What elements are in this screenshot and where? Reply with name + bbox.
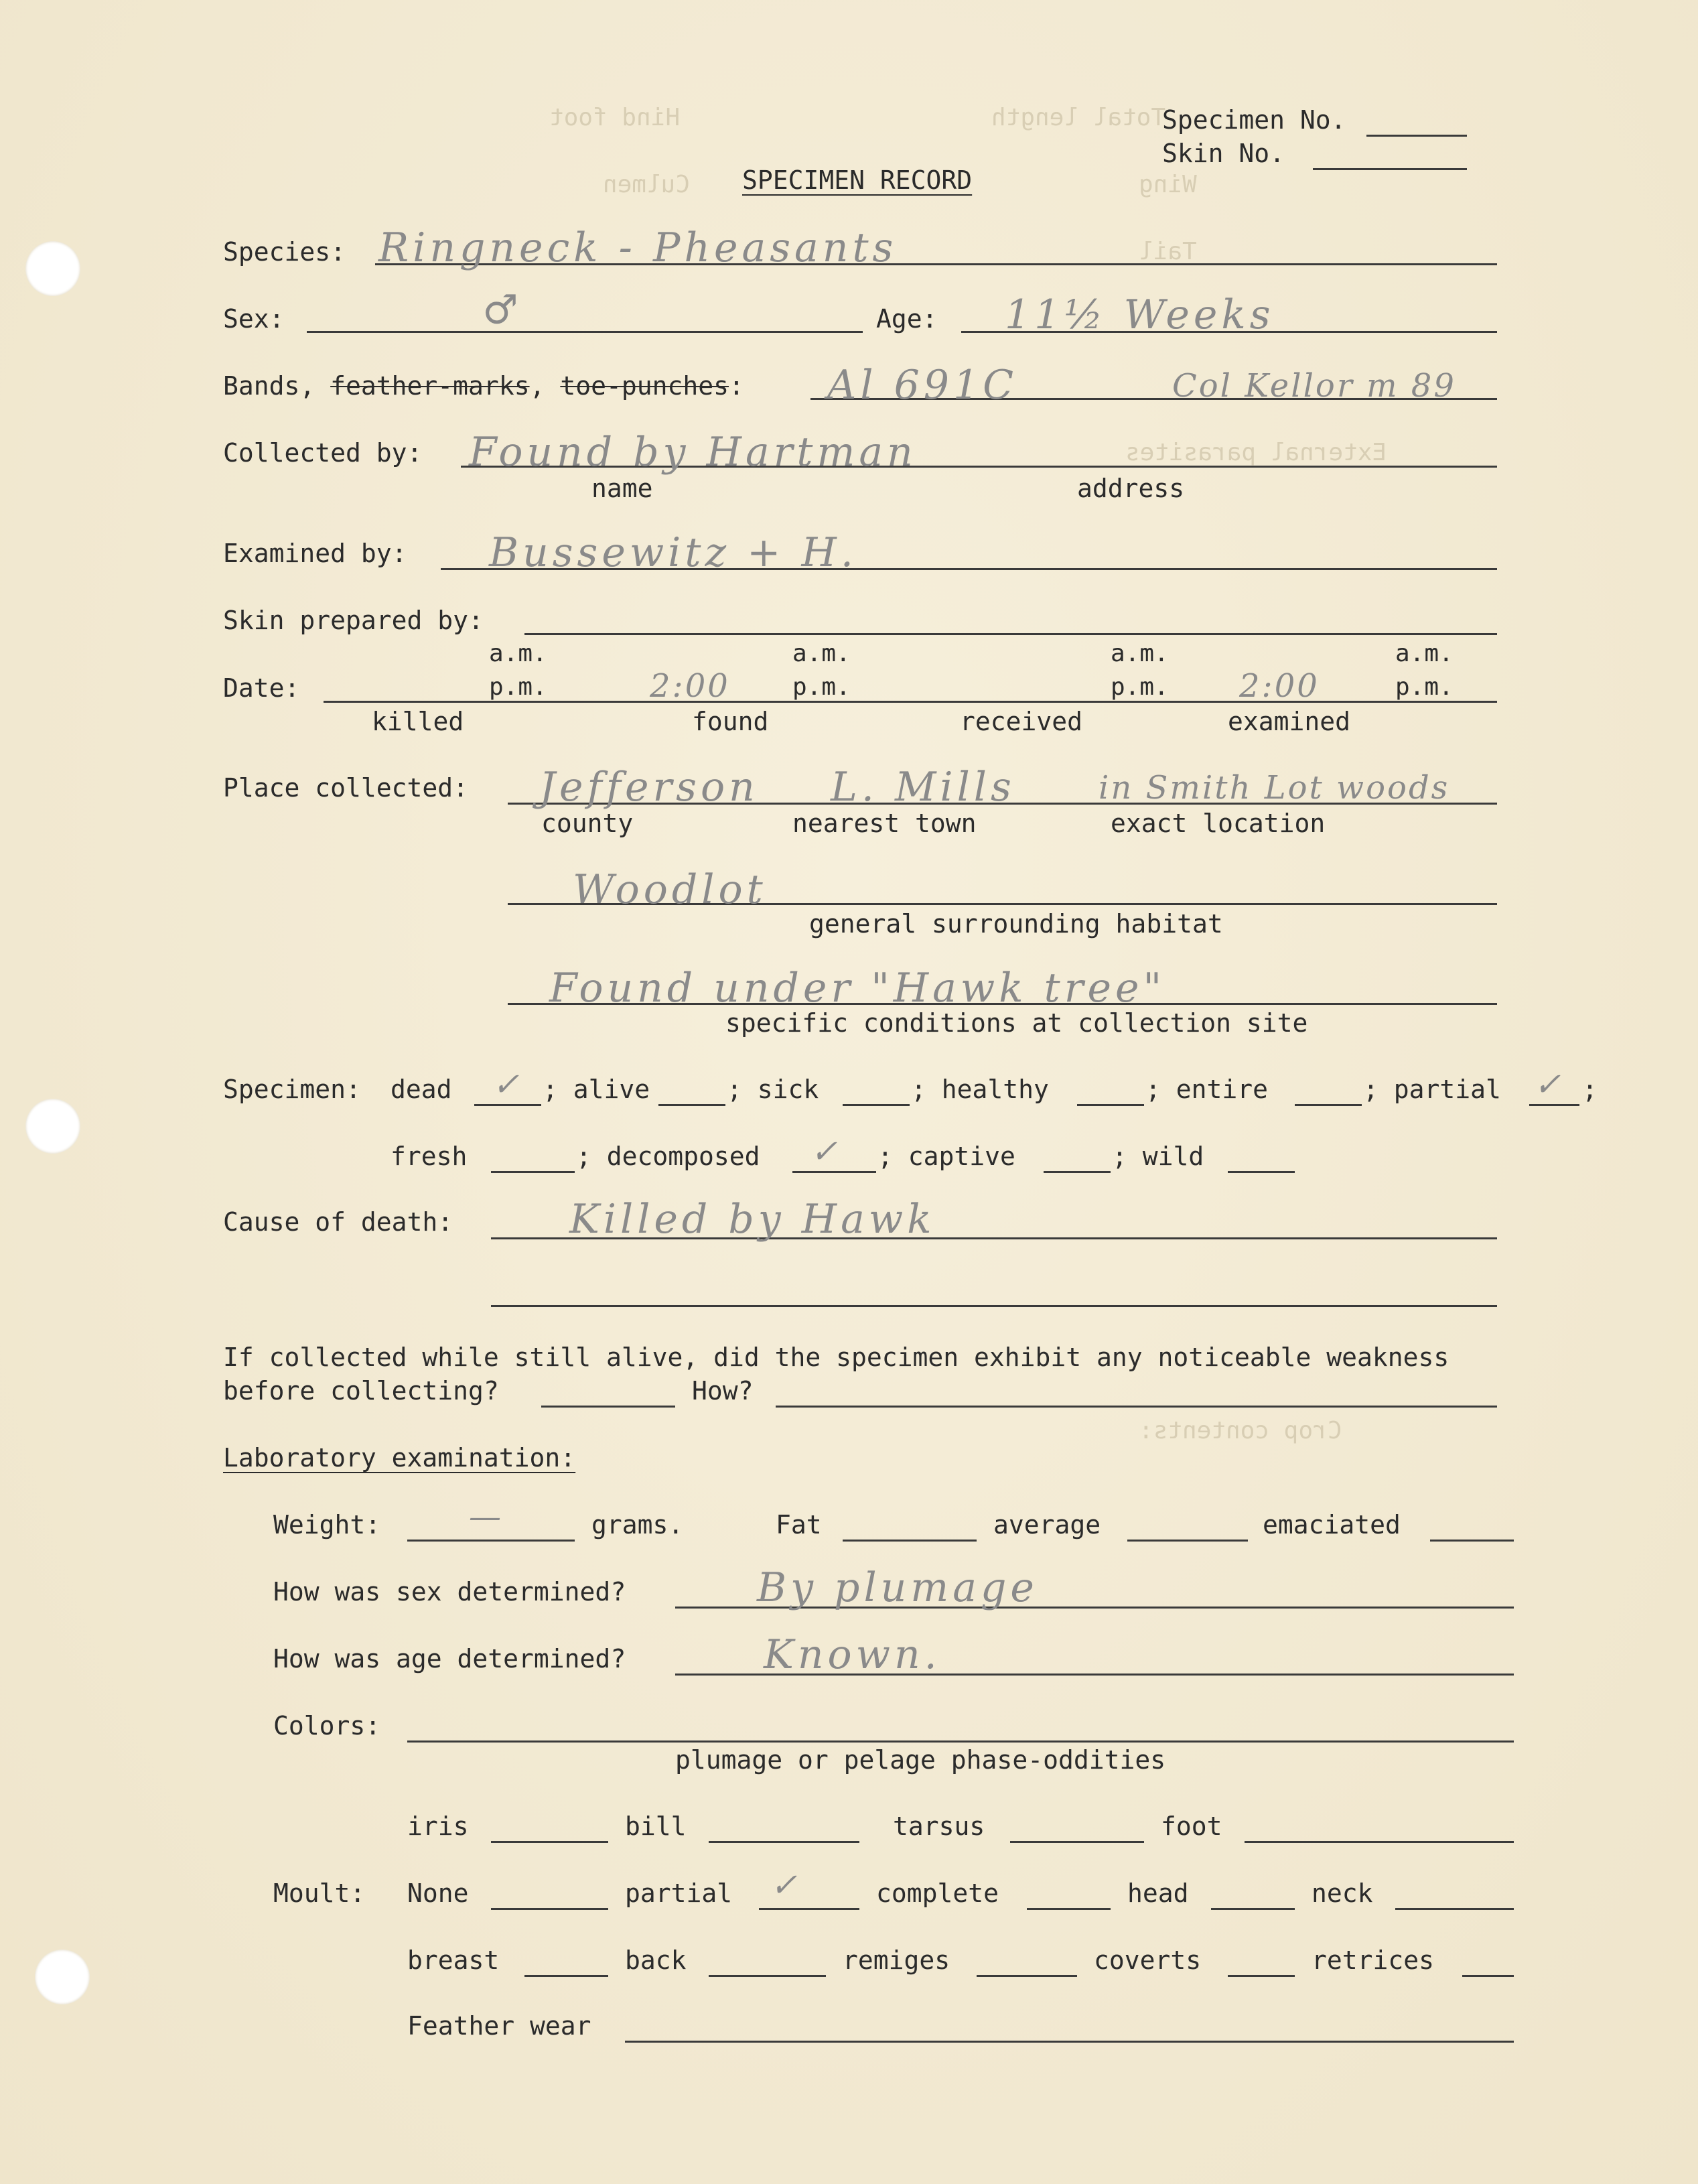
moult-neck-label: neck <box>1312 1879 1373 1908</box>
bleed-through-text: Tail <box>1139 238 1197 265</box>
bill-label: bill <box>625 1812 687 1841</box>
bleed-through-text: Wing <box>1139 171 1197 198</box>
species-value: Ringneck - Pheasants <box>378 224 898 271</box>
conditions-value: Found under "Hawk tree" <box>549 965 1166 1012</box>
found-caption: found <box>692 707 769 736</box>
found-time: 2:00 <box>650 667 730 705</box>
weakness-field[interactable] <box>541 1406 675 1408</box>
wild-field[interactable] <box>1228 1171 1295 1173</box>
found-pm: p.m. <box>792 673 851 701</box>
location-value: in Smith Lot woods <box>1099 769 1450 807</box>
moult-retrices-field[interactable] <box>1462 1975 1514 1977</box>
place-collected-label: Place collected: <box>223 773 469 803</box>
specimen-no-field[interactable] <box>1366 135 1467 137</box>
habitat-caption: general surrounding habitat <box>809 909 1223 939</box>
how-field[interactable] <box>776 1406 1497 1408</box>
sex-value: ♂ <box>482 287 522 334</box>
iris-label: iris <box>407 1812 469 1841</box>
foot-field[interactable] <box>1245 1841 1514 1843</box>
weight-label: Weight: <box>273 1510 381 1540</box>
decomposed-label: ; decomposed <box>576 1142 760 1171</box>
colors-caption: plumage or pelage phase-oddities <box>675 1745 1166 1775</box>
partial-label: ; partial <box>1363 1075 1501 1104</box>
emaciated-field[interactable] <box>1430 1540 1514 1542</box>
moult-back-field[interactable] <box>709 1975 826 1977</box>
bleed-through-text: Culmen <box>603 171 691 198</box>
entire-field[interactable] <box>1295 1104 1362 1106</box>
age-determined-value: Known. <box>764 1631 941 1678</box>
average-label: average <box>993 1510 1101 1540</box>
sick-field[interactable] <box>843 1104 910 1106</box>
moult-head-label: head <box>1127 1879 1189 1908</box>
bill-field[interactable] <box>709 1841 859 1843</box>
moult-complete-label: complete <box>876 1879 999 1908</box>
entire-label: ; entire <box>1145 1075 1269 1104</box>
semicolon: ; <box>1582 1075 1598 1104</box>
punch-hole <box>25 241 80 296</box>
found-am: a.m. <box>792 640 851 667</box>
collected-by-value: Found by Hartman <box>469 429 917 476</box>
foot-label: foot <box>1161 1812 1222 1841</box>
received-caption: received <box>960 707 1083 736</box>
average-field[interactable] <box>1127 1540 1248 1542</box>
healthy-label: ; healthy <box>911 1075 1049 1104</box>
fresh-field[interactable] <box>491 1171 575 1173</box>
punch-hole <box>25 1099 80 1154</box>
county-value: Jefferson <box>539 764 759 811</box>
received-pm: p.m. <box>1111 673 1169 701</box>
moult-remiges-label: remiges <box>843 1946 950 1975</box>
feather-wear-field[interactable] <box>625 2041 1514 2043</box>
page-title: SPECIMEN RECORD <box>742 165 973 195</box>
town-value: L. Mills <box>831 764 1015 811</box>
date-label: Date: <box>223 673 300 703</box>
dead-label: dead <box>391 1075 452 1104</box>
received-am: a.m. <box>1111 640 1169 667</box>
address-caption: address <box>1077 474 1185 503</box>
partial-field[interactable] <box>1529 1104 1579 1106</box>
tarsus-field[interactable] <box>1010 1841 1144 1843</box>
weight-field[interactable] <box>407 1540 575 1542</box>
date-field[interactable] <box>324 701 1497 703</box>
lab-exam-title: Laboratory examination: <box>223 1443 576 1473</box>
examined-by-label: Examined by: <box>223 539 407 568</box>
moult-none-field[interactable] <box>491 1908 608 1910</box>
skin-prepared-label: Skin prepared by: <box>223 606 484 635</box>
bleed-through-text: Total length <box>991 104 1166 131</box>
skin-no-field[interactable] <box>1313 168 1467 170</box>
partial-check: ✓ <box>1534 1066 1563 1103</box>
dead-check: ✓ <box>492 1066 522 1103</box>
moult-retrices-label: retrices <box>1312 1946 1435 1975</box>
fat-field[interactable] <box>843 1540 977 1542</box>
weakness-question-2: before collecting? <box>223 1376 499 1406</box>
punch-hole <box>35 1950 90 2004</box>
age-value: 11½ Weeks <box>1005 291 1275 338</box>
wild-label: ; wild <box>1112 1142 1204 1171</box>
moult-remiges-field[interactable] <box>977 1975 1077 1977</box>
cause-of-death-value: Killed by Hawk <box>569 1196 936 1243</box>
bleed-through-text: Crop contents: <box>1139 1417 1342 1444</box>
moult-head-field[interactable] <box>1211 1908 1295 1910</box>
killed-am: a.m. <box>489 640 547 667</box>
examined-by-value: Bussewitz + H. <box>489 529 857 576</box>
weight-value: — <box>469 1498 503 1535</box>
sex-determined-label: How was sex determined? <box>273 1577 626 1607</box>
sex-determined-value: By plumage <box>757 1564 1038 1611</box>
sex-label: Sex: <box>223 304 285 334</box>
cause-of-death-field-2[interactable] <box>491 1305 1497 1307</box>
conditions-caption: specific conditions at collection site <box>725 1008 1308 1038</box>
moult-none-label: None <box>407 1879 469 1908</box>
colors-label: Colors: <box>273 1711 381 1741</box>
moult-complete-field[interactable] <box>1027 1908 1111 1910</box>
sick-label: ; sick <box>727 1075 819 1104</box>
decomposed-field[interactable] <box>792 1171 876 1173</box>
bleed-through-text: Hind foot <box>549 104 681 131</box>
colors-field[interactable] <box>407 1741 1514 1743</box>
alive-label: ; alive <box>543 1075 650 1104</box>
emaciated-label: emaciated <box>1263 1510 1401 1540</box>
moult-label: Moult: <box>273 1879 366 1908</box>
alive-field[interactable] <box>658 1104 725 1106</box>
grams-label: grams. <box>591 1510 684 1540</box>
moult-partial-check: ✓ <box>770 1866 800 1904</box>
skin-prepared-field[interactable] <box>524 633 1497 635</box>
iris-field[interactable] <box>491 1841 608 1843</box>
how-label: How? <box>692 1376 754 1406</box>
captive-label: ; captive <box>877 1142 1015 1171</box>
specimen-no-label: Specimen No. <box>1162 105 1346 135</box>
town-caption: nearest town <box>792 809 977 838</box>
moult-partial-field[interactable] <box>759 1908 859 1910</box>
weakness-question: If collected while still alive, did the specimen exhibit any noticeable weakness <box>223 1343 1449 1372</box>
age-label: Age: <box>876 304 938 334</box>
bands-label: Bands, feather-marks, toe-punches: <box>223 371 744 401</box>
moult-partial-label: partial <box>625 1879 733 1908</box>
feather-wear-label: Feather wear <box>407 2011 591 2041</box>
tarsus-label: tarsus <box>893 1812 985 1841</box>
county-caption: county <box>541 809 634 838</box>
name-caption: name <box>591 474 653 503</box>
collected-by-label: Collected by: <box>223 438 423 468</box>
fat-label: Fat <box>776 1510 822 1540</box>
killed-pm: p.m. <box>489 673 547 701</box>
decomposed-check: ✓ <box>810 1133 840 1170</box>
sex-field[interactable] <box>307 331 863 333</box>
species-label: Species: <box>223 237 346 267</box>
examined-am: a.m. <box>1395 640 1454 667</box>
fresh-label: fresh <box>391 1142 468 1171</box>
bands-value: Al 691C <box>827 362 1018 409</box>
age-determined-label: How was age determined? <box>273 1644 626 1674</box>
specimen-label: Specimen: <box>223 1075 361 1104</box>
skin-no-label: Skin No. <box>1162 139 1285 168</box>
moult-neck-field[interactable] <box>1395 1908 1514 1910</box>
examined-caption: examined <box>1228 707 1351 736</box>
location-caption: exact location <box>1111 809 1326 838</box>
cause-of-death-label: Cause of death: <box>223 1207 453 1237</box>
moult-back-label: back <box>625 1946 687 1975</box>
bleed-through-text: External parasites <box>1125 439 1387 466</box>
killed-caption: killed <box>372 707 464 736</box>
bands-value-2: Col Kellor m 89 <box>1172 367 1456 405</box>
moult-coverts-label: coverts <box>1094 1946 1202 1975</box>
habitat-value: Woodlot <box>573 866 767 913</box>
examined-time: 2:00 <box>1239 667 1320 705</box>
moult-coverts-field[interactable] <box>1228 1975 1295 1977</box>
dead-field[interactable] <box>474 1104 541 1106</box>
moult-breast-field[interactable] <box>524 1975 608 1977</box>
healthy-field[interactable] <box>1077 1104 1144 1106</box>
examined-pm: p.m. <box>1395 673 1454 701</box>
captive-field[interactable] <box>1044 1171 1111 1173</box>
moult-breast-label: breast <box>407 1946 500 1975</box>
